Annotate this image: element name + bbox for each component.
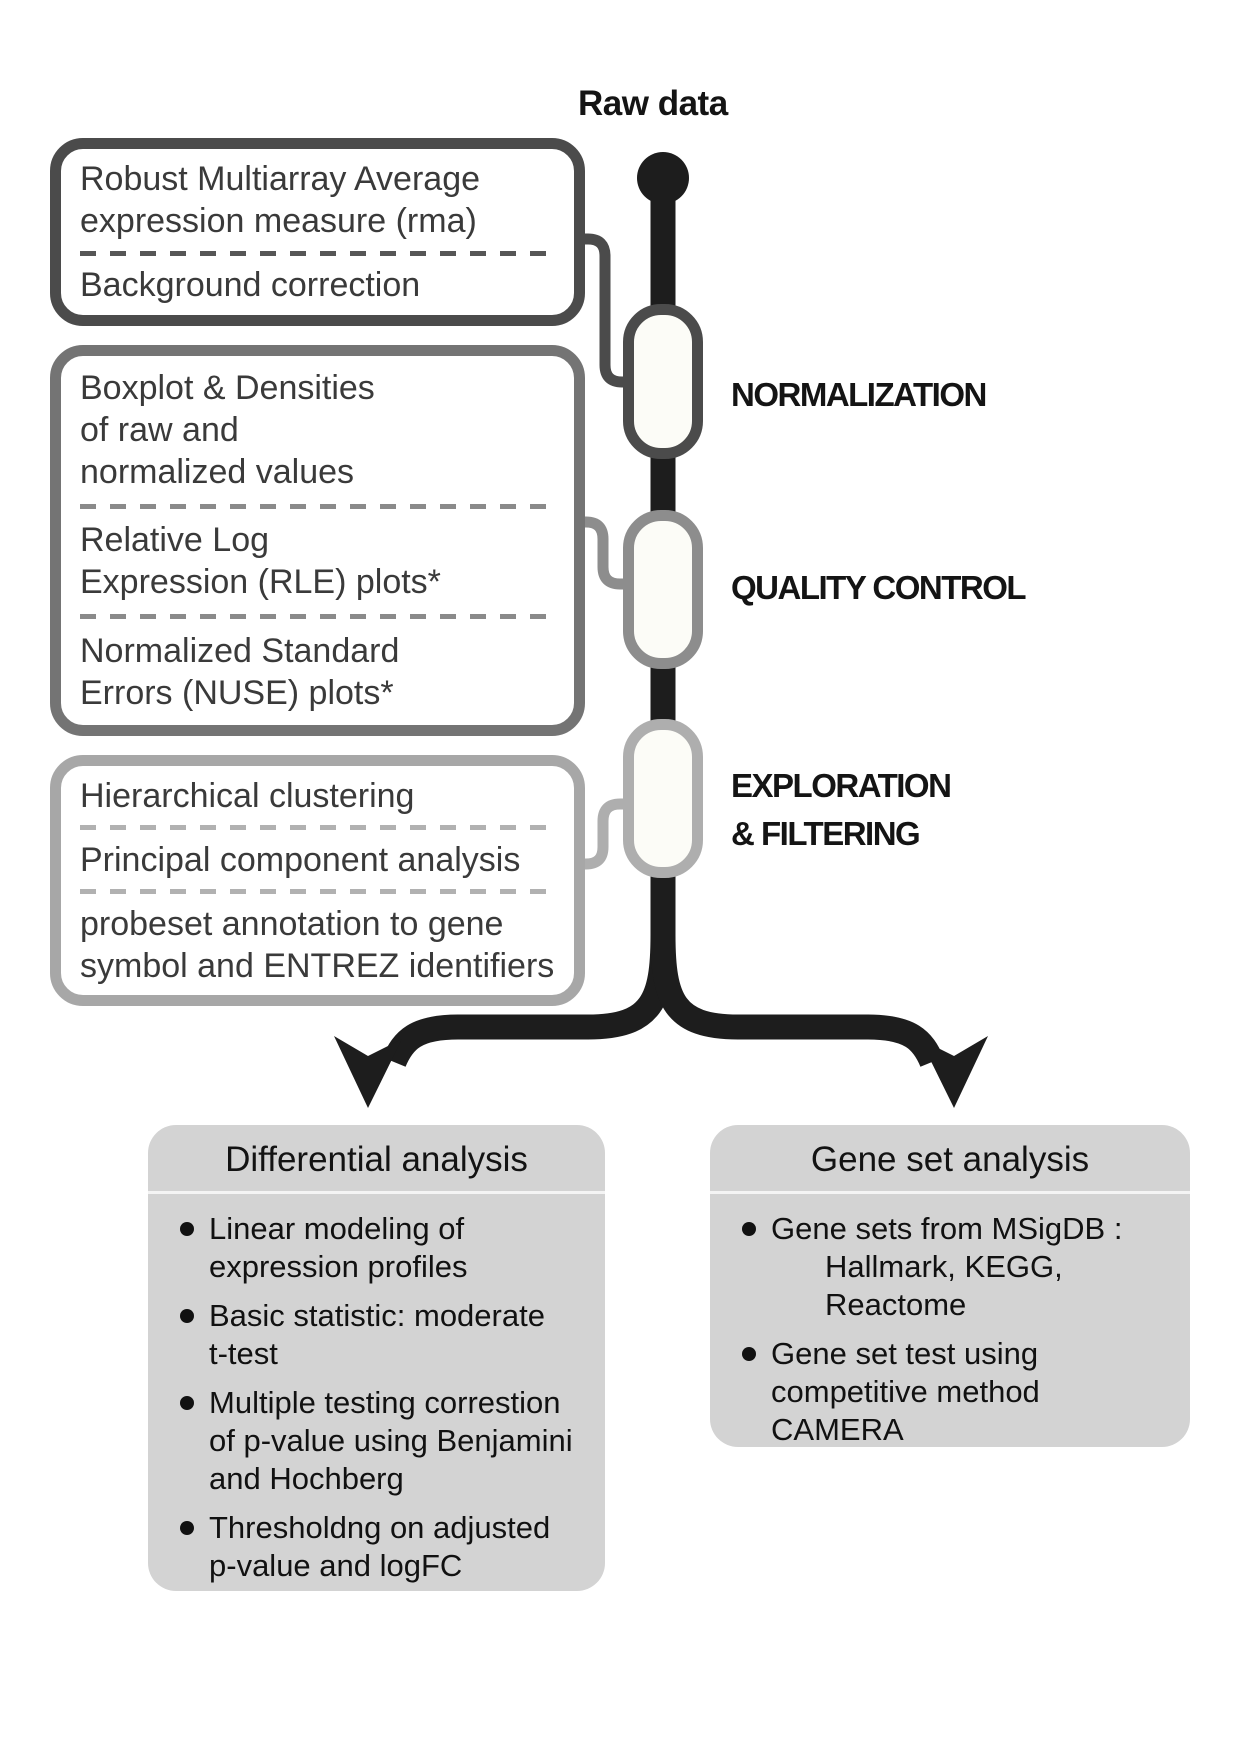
- box-text-line: symbol and ENTREZ identifiers: [80, 946, 555, 985]
- box-text-line: Normalized Standard: [80, 632, 400, 671]
- box-text-line: Hierarchical clustering: [80, 776, 415, 815]
- arrowhead-left: [334, 1036, 402, 1108]
- box-text-line: of raw and: [80, 410, 239, 449]
- box-text-line: Relative Log: [80, 521, 270, 560]
- box-text-line: Background correction: [80, 266, 421, 305]
- bullet-list: [710, 1194, 1190, 1449]
- process-box-normalization: [50, 138, 585, 326]
- dashed-divider: [80, 504, 560, 509]
- process-box-quality-control: [50, 345, 585, 736]
- box-section: [80, 630, 560, 714]
- timeline-node-quality-control: [623, 510, 703, 669]
- box-text-line: probeset annotation to gene: [80, 904, 504, 943]
- process-box-exploration: [50, 755, 585, 1006]
- bullet-line: CAMERA: [771, 1412, 904, 1447]
- box-text-line: expression measure (rma): [80, 201, 477, 240]
- bullet-item: [740, 1335, 1182, 1449]
- box-section: [80, 158, 560, 242]
- bullet-line: Linear modeling of: [209, 1211, 465, 1246]
- box-text-line: Boxplot & Densities: [80, 368, 375, 407]
- box-section: [80, 839, 560, 881]
- box-text-line: Principal component analysis: [80, 840, 521, 879]
- bullet-list: [148, 1194, 605, 1585]
- box-section: [80, 903, 560, 987]
- arrowhead-right: [920, 1036, 988, 1108]
- box-section: [80, 367, 560, 493]
- stage-label-normalization: NORMALIZATION: [731, 376, 986, 413]
- bullet-item: [740, 1210, 1182, 1324]
- dashed-divider: [80, 251, 560, 256]
- bullet-line: competitive method: [771, 1374, 1040, 1409]
- stage-label-exploration-filtering: [731, 762, 950, 858]
- bullet-item: [178, 1210, 597, 1286]
- box-text-line: Errors (NUSE) plots*: [80, 674, 394, 713]
- fork-right-branch: [663, 935, 932, 1062]
- bullet-line: Basic statistic: moderate: [209, 1298, 545, 1333]
- bullet-line: p-value and logFC: [209, 1548, 463, 1583]
- dashed-divider: [80, 889, 560, 894]
- bullet-line: Multiple testing correstion: [209, 1385, 561, 1420]
- dashed-divider: [80, 614, 560, 619]
- box-text-line: normalized values: [80, 452, 355, 491]
- box-section: [80, 519, 560, 603]
- result-box-gene-set-analysis: [710, 1125, 1190, 1447]
- bullet-line: Hallmark, KEGG,: [825, 1249, 1063, 1284]
- bullet-line: t-test: [209, 1336, 278, 1371]
- stage-label-quality-control: QUALITY CONTROL: [731, 569, 1026, 606]
- box-section: [80, 264, 560, 306]
- timeline-node-normalization: [623, 304, 703, 459]
- bullet-item: [178, 1297, 597, 1373]
- raw-data-label: Raw data: [578, 84, 728, 123]
- connector-normalization: [583, 239, 627, 382]
- dashed-divider: [80, 825, 560, 830]
- bullet-item: [178, 1384, 597, 1498]
- result-box-differential-analysis: [148, 1125, 605, 1591]
- box-text-line: Expression (RLE) plots*: [80, 563, 441, 602]
- box-text-line: Robust Multiarray Average: [80, 159, 481, 198]
- bullet-line: Thresholdng on adjusted: [209, 1510, 551, 1545]
- bullet-line: of p-value using Benjamini: [209, 1423, 573, 1458]
- bullet-item: [178, 1509, 597, 1585]
- result-box-title: Gene set analysis: [810, 1140, 1090, 1179]
- connector-exploration: [583, 804, 627, 864]
- bullet-line: expression profiles: [209, 1249, 468, 1284]
- box-section: [80, 775, 560, 817]
- result-box-title: Differential analysis: [225, 1140, 528, 1179]
- bullet-line: Reactome: [825, 1287, 967, 1322]
- bullet-line: Gene sets from MSigDB :: [771, 1211, 1123, 1246]
- connector-quality-control: [583, 522, 627, 584]
- bullet-line: Gene set test using: [771, 1336, 1039, 1371]
- stage-label-line: EXPLORATION: [731, 767, 951, 804]
- bullet-line: and Hochberg: [209, 1461, 404, 1496]
- stage-label-line: & FILTERING: [731, 815, 920, 852]
- timeline-node-exploration: [623, 719, 703, 878]
